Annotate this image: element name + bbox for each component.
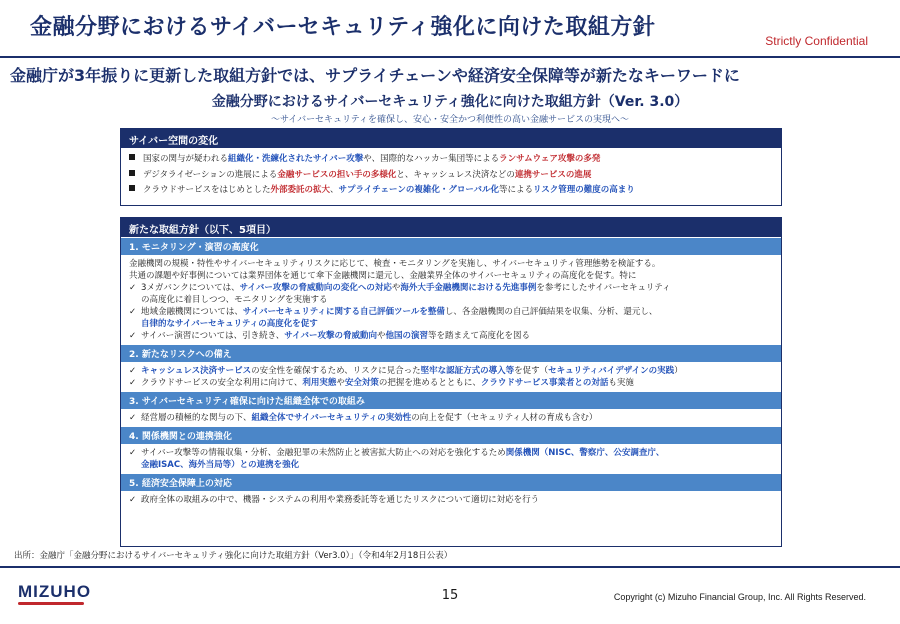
change-item: クラウドサービスをはじめとした外部委託の拡大、サプライチェーンの複雑化・グローバル化等によるリスク管理の難度の高まり	[129, 183, 781, 199]
square-bullet-icon	[129, 154, 135, 160]
check-icon: ✓	[129, 307, 137, 317]
section-1-title: 1. モニタリング・演習の高度化	[121, 237, 781, 255]
lead-message: 金融庁が3年振りに更新した取組方針では、サプライチェーンや経済安全保障等が新たなキーワードに	[10, 66, 740, 85]
change-list	[121, 152, 781, 199]
check-icon: ✓	[129, 495, 137, 505]
section-3-title: 3. サイバーセキュリティ確保に向けた組織全体での取組み	[121, 391, 781, 409]
check-icon: ✓	[129, 366, 137, 376]
header-rule	[0, 56, 900, 58]
section-2-title: 2. 新たなリスクへの備え	[121, 344, 781, 362]
check-icon: ✓	[129, 448, 137, 458]
cyberspace-change-box	[120, 128, 782, 206]
new-policy-box	[120, 217, 782, 547]
section-1-body: 金融機関の規模・特性やサイバーセキュリティリスクに応じて、検査・モニタリングを実施し、サイバーセキュリティ管理態勢を検証する。 共通の課題や好事例については業界団体を通じて傘下金融機関に還元し、金融業界全体のサイバーセキュリティの高度化を促す。特に ✓ 3メガバンクについては、サイバー攻撃の脅威動向の変化への対応や海外大手金融機関における先進事例を参考にしたサイバーセキュリティ の高度化に着目しつつ、モニタリングを実施する ✓ 地域金融機関については、サイバーセキュリティに関する自己評価ツールを整備し、各金融機関の自己評価結果を収集、分析、還元し、 自律的なサイバーセキュリティの高度化を促す ✓ サイバー演習については、引き続き、サイバー攻撃の脅威動向や他国の演習等を踏まえて高度化を図る	[129, 259, 671, 341]
check-icon: ✓	[129, 331, 137, 341]
copyright-notice: Copyright (c) Mizuho Financial Group, Inc. All Rights Reserved.	[613, 592, 866, 602]
change-item: 国家の関与が疑われる組織化・洗練化されたサイバー攻撃や、国際的なハッカー集団等によるランサムウェア攻撃の多発	[129, 152, 781, 168]
policy-subtitle: 金融分野におけるサイバーセキュリティ強化に向けた取組方針（Ver. 3.0）	[211, 94, 689, 110]
policy-caption: 〜サイバーセキュリティを確保し、安心・安全かつ利便性の高い金融サービスの実現へ〜	[270, 115, 630, 125]
mizuho-logo: MIZUHO	[18, 582, 92, 601]
new-policy-header: 新たな取組方針（以下、5項目）	[121, 218, 781, 237]
check-icon: ✓	[129, 378, 137, 388]
source-note: 出所：金融庁「金融分野におけるサイバーセキュリティ強化に向けた取組方針（Ver3.0）」（令和4年2月18日公表）	[14, 551, 453, 561]
section-5-title: 5. 経済安全保障上の対応	[121, 473, 781, 491]
slide-title: 金融分野におけるサイバーセキュリティ強化に向けた取組方針	[30, 15, 656, 40]
section-2-body: ✓ キャッシュレス決済サービスの安全性を確保するため、リスクに見合った堅牢な認証方式の導入等を促す（セキュリティバイデザインの実践） ✓ クラウドサービスの安全な利用に向けて、利用実態や安全対策の把握を進めるとともに、クラウドサービス事業者との対話も実施	[129, 366, 683, 388]
section-3-body: ✓ 経営層の積極的な関与の下、組織全体でサイバーセキュリティの実効性の向上を促す（セキュリティ人材の育成も含む）	[129, 413, 598, 423]
cyberspace-change-header: サイバー空間の変化	[121, 129, 781, 148]
check-icon: ✓	[129, 413, 137, 423]
confidential-label: Strictly Confidential	[765, 34, 868, 48]
footer-rule	[0, 566, 900, 568]
square-bullet-icon	[129, 170, 135, 176]
section-4-title: 4. 関係機関との連携強化	[121, 426, 781, 444]
section-5-body: ✓ 政府全体の取組みの中で、機器・システムの利用や業務委託等を通じたリスクについて適切に対応を行う	[129, 495, 540, 505]
change-item: デジタライゼーションの進展による金融サービスの担い手の多様化と、キャッシュレス決済などの連携サービスの進展	[129, 168, 781, 184]
check-icon: ✓	[129, 283, 137, 293]
section-4-body: ✓ サイバー攻撃等の情報収集・分析、金融犯罪の未然防止と被害拡大防止への対応を強化するため関係機関（NISC、警察庁、公安調査庁、 金融ISAC、海外当局等）との連携を強化	[129, 448, 665, 470]
square-bullet-icon	[129, 185, 135, 191]
page-number: 15	[441, 588, 459, 603]
